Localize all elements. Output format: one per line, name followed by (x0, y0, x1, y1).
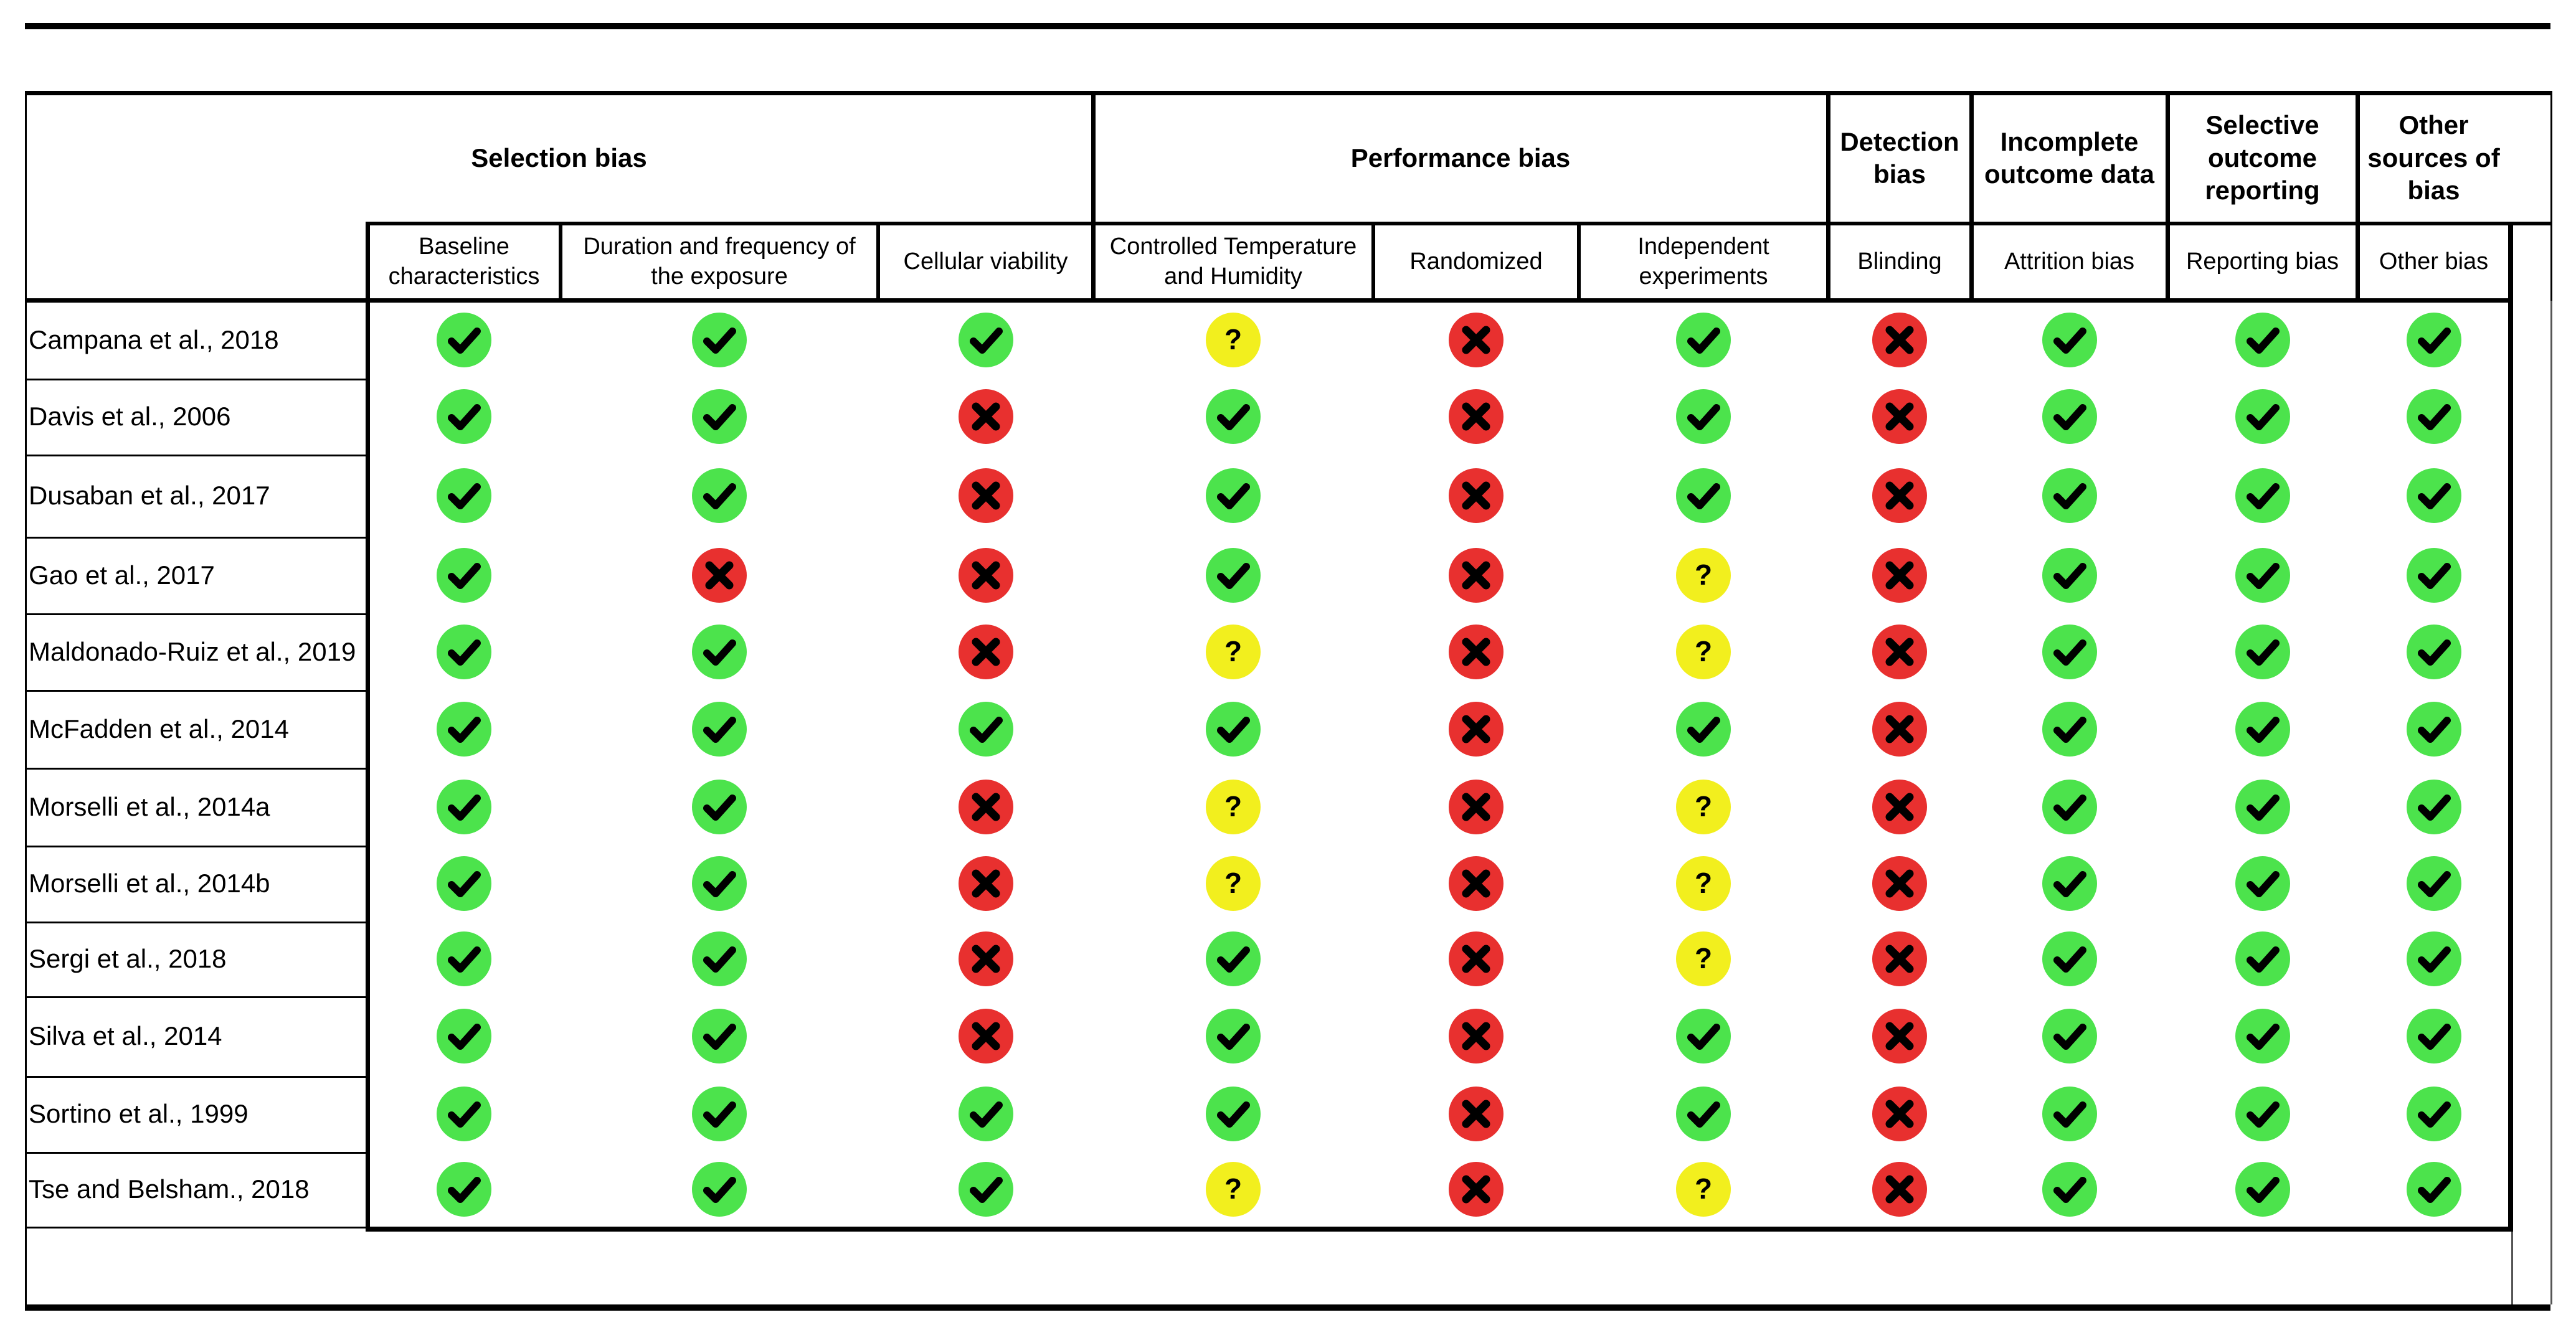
check-icon (1205, 1008, 1261, 1064)
cross-icon (1872, 1008, 1928, 1064)
check-icon (1675, 389, 1731, 445)
check-icon (1675, 1086, 1731, 1142)
check-icon (2042, 1161, 2098, 1217)
check-icon (691, 389, 747, 445)
check-icon (2406, 856, 2462, 912)
check-icon (2235, 389, 2291, 445)
check-icon (2406, 312, 2462, 368)
check-icon (2406, 468, 2462, 524)
study-name: Morselli et al., 2014b (29, 869, 270, 898)
column-header: Blinding (1857, 248, 1942, 275)
inner-right-border-footer (2511, 1232, 2513, 1304)
check-icon (436, 547, 492, 603)
study-name: Dusaban et al., 2017 (29, 481, 270, 510)
check-icon (2042, 931, 2098, 987)
check-icon (691, 468, 747, 524)
column-header: Independent experiments (1637, 233, 1769, 290)
check-icon (1675, 312, 1731, 368)
study-name: Davis et al., 2006 (29, 402, 231, 431)
question-icon (1675, 1161, 1731, 1217)
study-name: Silva et al., 2014 (29, 1021, 222, 1050)
column-header: Attrition bias (2004, 248, 2135, 275)
check-icon (2042, 389, 2098, 445)
group-divider (1826, 91, 1830, 301)
check-icon (691, 856, 747, 912)
cross-icon (1872, 312, 1928, 368)
check-icon (958, 701, 1014, 757)
column-header: Randomized (1409, 248, 1543, 275)
cross-icon (1448, 1161, 1504, 1217)
check-icon (1205, 701, 1261, 757)
subcolumn-divider (1371, 222, 1375, 301)
subcolumn-divider (1577, 222, 1581, 301)
check-icon (2042, 312, 2098, 368)
svg-text:?: ? (1224, 1172, 1243, 1205)
group-header: Performance bias (1350, 143, 1571, 172)
check-icon (2042, 1008, 2098, 1064)
right-border-body (2550, 301, 2552, 1304)
cross-icon (1448, 468, 1504, 524)
check-icon (1205, 389, 1261, 445)
group-divider (2356, 91, 2360, 301)
cross-icon (1872, 779, 1928, 835)
cross-icon (958, 547, 1014, 603)
check-icon (2042, 547, 2098, 603)
cross-icon (1872, 468, 1928, 524)
check-icon (1205, 931, 1261, 987)
study-name: Maldonado-Ruiz et al., 2019 (29, 636, 356, 666)
svg-text:?: ? (1224, 867, 1243, 899)
subcolumn-divider (876, 222, 880, 301)
cross-icon (958, 389, 1014, 445)
group-divider (1969, 91, 1974, 301)
check-icon (2042, 856, 2098, 912)
check-icon (436, 931, 492, 987)
cross-icon (1872, 701, 1928, 757)
question-icon (1205, 1161, 1261, 1217)
group-divider (2166, 91, 2170, 301)
svg-text:?: ? (1694, 942, 1713, 974)
cross-icon (1448, 1008, 1504, 1064)
cross-icon (1448, 931, 1504, 987)
cross-icon (958, 931, 1014, 987)
column-header: Other bias (2379, 248, 2489, 275)
cross-icon (691, 547, 747, 603)
check-icon (2042, 468, 2098, 524)
column-header: Controlled Temperature and Humidity (1109, 233, 1357, 290)
header-top-border (25, 91, 2550, 95)
question-icon (1675, 856, 1731, 912)
check-icon (2042, 701, 2098, 757)
check-icon (1205, 1086, 1261, 1142)
check-icon (691, 931, 747, 987)
cross-icon (1448, 1086, 1504, 1142)
svg-text:?: ? (1224, 790, 1243, 823)
bottom-rule (25, 1304, 2550, 1311)
cross-icon (1872, 1161, 1928, 1217)
check-icon (2406, 624, 2462, 680)
check-icon (436, 624, 492, 680)
check-icon (2406, 547, 2462, 603)
cross-icon (1448, 779, 1504, 835)
grid-right-border (2508, 222, 2513, 1232)
body-bottom-border (367, 1227, 2512, 1232)
question-icon (1675, 931, 1731, 987)
cross-icon (1872, 389, 1928, 445)
svg-text:?: ? (1694, 1172, 1713, 1205)
top-rule (25, 23, 2550, 29)
check-icon (436, 701, 492, 757)
check-icon (2235, 856, 2291, 912)
check-icon (691, 779, 747, 835)
question-icon (1205, 624, 1261, 680)
row-separator (25, 1227, 367, 1228)
check-icon (2235, 624, 2291, 680)
svg-text:?: ? (1224, 323, 1243, 356)
question-icon (1675, 624, 1731, 680)
subheader-bottom-border (25, 298, 2510, 303)
cross-icon (1448, 624, 1504, 680)
check-icon (2235, 468, 2291, 524)
check-icon (1675, 468, 1731, 524)
check-icon (958, 312, 1014, 368)
check-icon (2042, 1086, 2098, 1142)
check-icon (1675, 701, 1731, 757)
column-header: Reporting bias (2185, 248, 2339, 275)
check-icon (436, 856, 492, 912)
check-icon (691, 624, 747, 680)
cross-icon (1872, 624, 1928, 680)
check-icon (958, 1086, 1014, 1142)
cross-icon (1872, 931, 1928, 987)
cross-icon (1448, 701, 1504, 757)
cross-icon (958, 624, 1014, 680)
check-icon (691, 312, 747, 368)
group-header: Selective outcome reporting (2205, 110, 2320, 205)
group-header: Incomplete outcome data (1984, 126, 2155, 189)
check-icon (958, 1161, 1014, 1217)
column-header: Duration and frequency of the exposure (583, 233, 856, 290)
svg-text:?: ? (1694, 558, 1713, 591)
svg-text:?: ? (1694, 790, 1713, 823)
group-divider (1091, 91, 1096, 301)
cross-icon (958, 779, 1014, 835)
check-icon (691, 1086, 747, 1142)
check-icon (2406, 779, 2462, 835)
check-icon (2042, 779, 2098, 835)
cross-icon (1448, 547, 1504, 603)
check-icon (2235, 931, 2291, 987)
cross-icon (1872, 547, 1928, 603)
check-icon (436, 1161, 492, 1217)
cross-icon (1872, 1086, 1928, 1142)
check-icon (2406, 1008, 2462, 1064)
study-name: Tse and Belsham., 2018 (29, 1174, 310, 1204)
check-icon (2235, 1161, 2291, 1217)
check-icon (2235, 1008, 2291, 1064)
check-icon (2042, 624, 2098, 680)
cross-icon (1448, 389, 1504, 445)
study-name: Campana et al., 2018 (29, 324, 279, 354)
check-icon (2406, 701, 2462, 757)
svg-text:?: ? (1694, 634, 1713, 667)
study-name: Gao et al., 2017 (29, 560, 215, 590)
group-header: Selection bias (471, 143, 647, 172)
check-icon (2235, 1086, 2291, 1142)
column-header: Baseline characteristics (388, 233, 540, 290)
question-icon (1675, 779, 1731, 835)
study-name: Sergi et al., 2018 (29, 944, 227, 973)
study-name: Morselli et al., 2014a (29, 791, 270, 821)
study-name: Sortino et al., 1999 (29, 1099, 249, 1128)
check-icon (436, 779, 492, 835)
cross-icon (1448, 856, 1504, 912)
cross-icon (958, 1008, 1014, 1064)
check-icon (2235, 312, 2291, 368)
group-header: Other sources of bias (2367, 110, 2500, 205)
check-icon (2406, 1086, 2462, 1142)
check-icon (436, 1008, 492, 1064)
check-icon (691, 701, 747, 757)
svg-text:?: ? (1224, 634, 1243, 667)
column-header: Cellular viability (903, 248, 1068, 275)
check-icon (691, 1008, 747, 1064)
check-icon (436, 1086, 492, 1142)
check-icon (2235, 701, 2291, 757)
question-icon (1205, 312, 1261, 368)
check-icon (2406, 389, 2462, 445)
check-icon (2406, 1161, 2462, 1217)
check-icon (691, 1161, 747, 1217)
cross-icon (1448, 312, 1504, 368)
check-icon (2235, 779, 2291, 835)
question-icon (1205, 856, 1261, 912)
study-name: McFadden et al., 2014 (29, 714, 289, 743)
check-icon (1205, 547, 1261, 603)
check-icon (436, 312, 492, 368)
cross-icon (958, 856, 1014, 912)
cross-icon (958, 468, 1014, 524)
check-icon (2406, 931, 2462, 987)
check-icon (436, 468, 492, 524)
check-icon (2235, 547, 2291, 603)
cross-icon (1872, 856, 1928, 912)
subcolumn-divider (559, 222, 562, 301)
svg-text:?: ? (1694, 867, 1713, 899)
check-icon (1675, 1008, 1731, 1064)
check-icon (1205, 468, 1261, 524)
right-border-header (2550, 91, 2552, 303)
question-icon (1675, 547, 1731, 603)
check-icon (436, 389, 492, 445)
question-icon (1205, 779, 1261, 835)
group-header: Detection bias (1840, 126, 1959, 189)
